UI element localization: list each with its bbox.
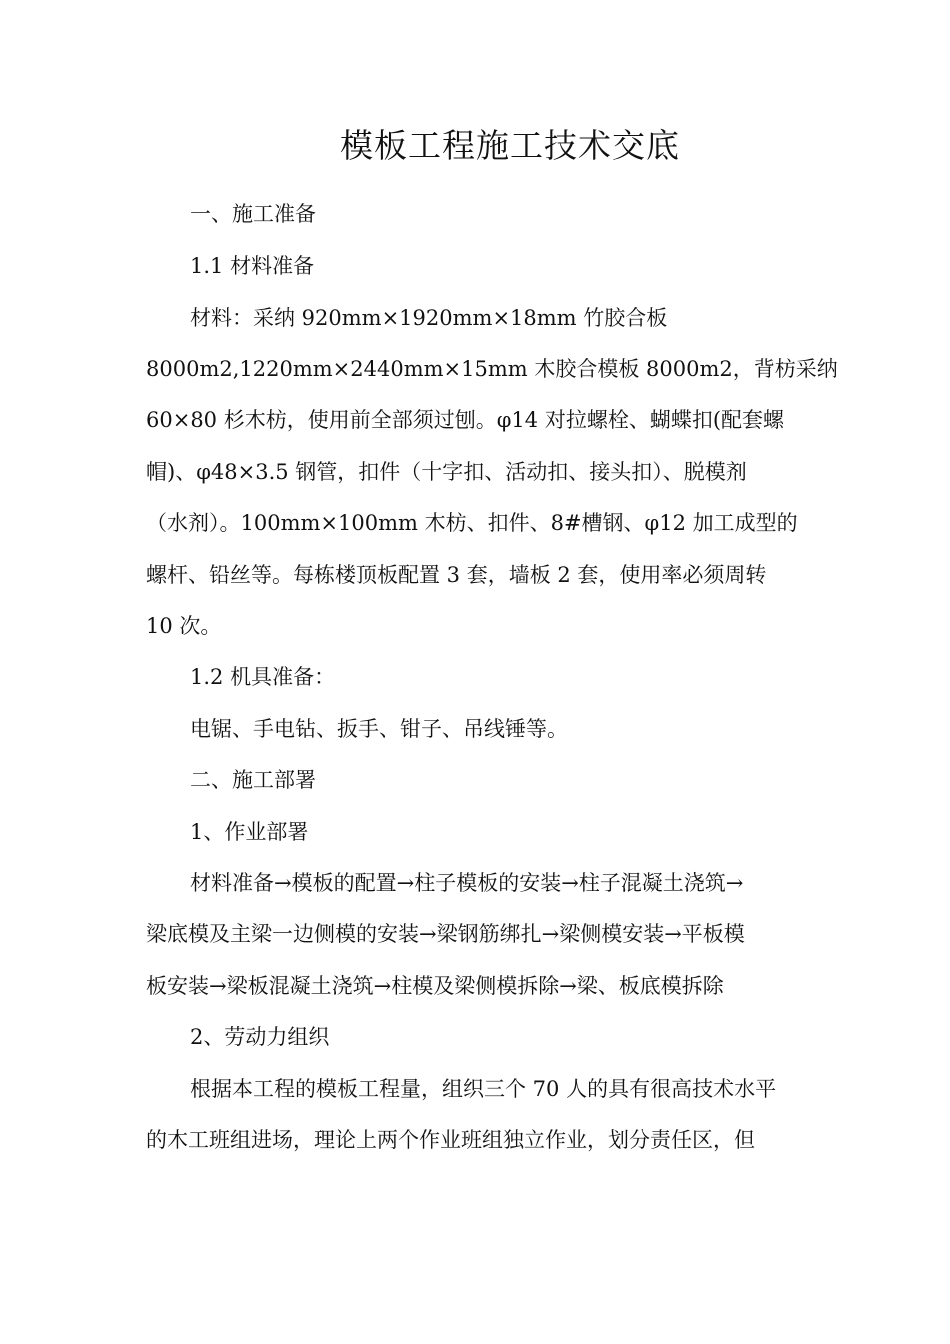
paragraph-line: 帽)、φ48×3.5 钢管，扣件（十字扣、活动扣、接头扣）、脱模剂 xyxy=(146,460,747,484)
subsection-heading-2-1: 1、作业部署 xyxy=(190,820,309,844)
subsection-heading-1-1: 1.1 材料准备 xyxy=(190,254,315,278)
paragraph-line: 梁底模及主梁一边侧模的安装→梁钢筋绑扎→梁侧模安装→平板模 xyxy=(146,922,745,946)
paragraph-line: 螺杆、铅丝等。每栋楼顶板配置 3 套，墙板 2 套，使用率必须周转 xyxy=(146,563,767,587)
paragraph-line: 10 次。 xyxy=(146,614,222,638)
paragraph-line: （水剂）。100mm×100mm 木枋、扣件、8#槽钢、φ12 加工成型的 xyxy=(146,511,798,535)
paragraph-line: 的木工班组进场，理论上两个作业班组独立作业，划分责任区，但 xyxy=(146,1128,755,1152)
subsection-heading-1-2: 1.2 机具准备： xyxy=(190,665,336,689)
paragraph-line: 8000m2,1220mm×2440mm×15mm 木胶合模板 8000m2，背枋采纳 xyxy=(146,357,838,381)
document-title: 模板工程施工技术交底 xyxy=(340,126,680,165)
paragraph-line: 材料准备→模板的配置→柱子模板的安装→柱子混凝土浇筑→ xyxy=(190,871,744,895)
paragraph-line: 板安装→梁板混凝土浇筑→柱模及梁侧模拆除→梁、板底模拆除 xyxy=(146,974,724,998)
paragraph-line: 根据本工程的模板工程量，组织三个 70 人的具有很高技术水平 xyxy=(190,1077,777,1101)
section-heading-2: 二、施工部署 xyxy=(190,768,316,792)
paragraph-line: 电锯、手电钻、扳手、钳子、吊线锤等。 xyxy=(190,717,568,741)
paragraph-line: 材料：采纳 920mm×1920mm×18mm 竹胶合板 xyxy=(190,306,668,330)
subsection-heading-2-2: 2、劳动力组织 xyxy=(190,1025,330,1049)
paragraph-line: 60×80 杉木枋，使用前全部须过刨。φ14 对拉螺栓、蝴蝶扣(配套螺 xyxy=(146,408,785,432)
section-heading-1: 一、施工准备 xyxy=(190,202,316,226)
